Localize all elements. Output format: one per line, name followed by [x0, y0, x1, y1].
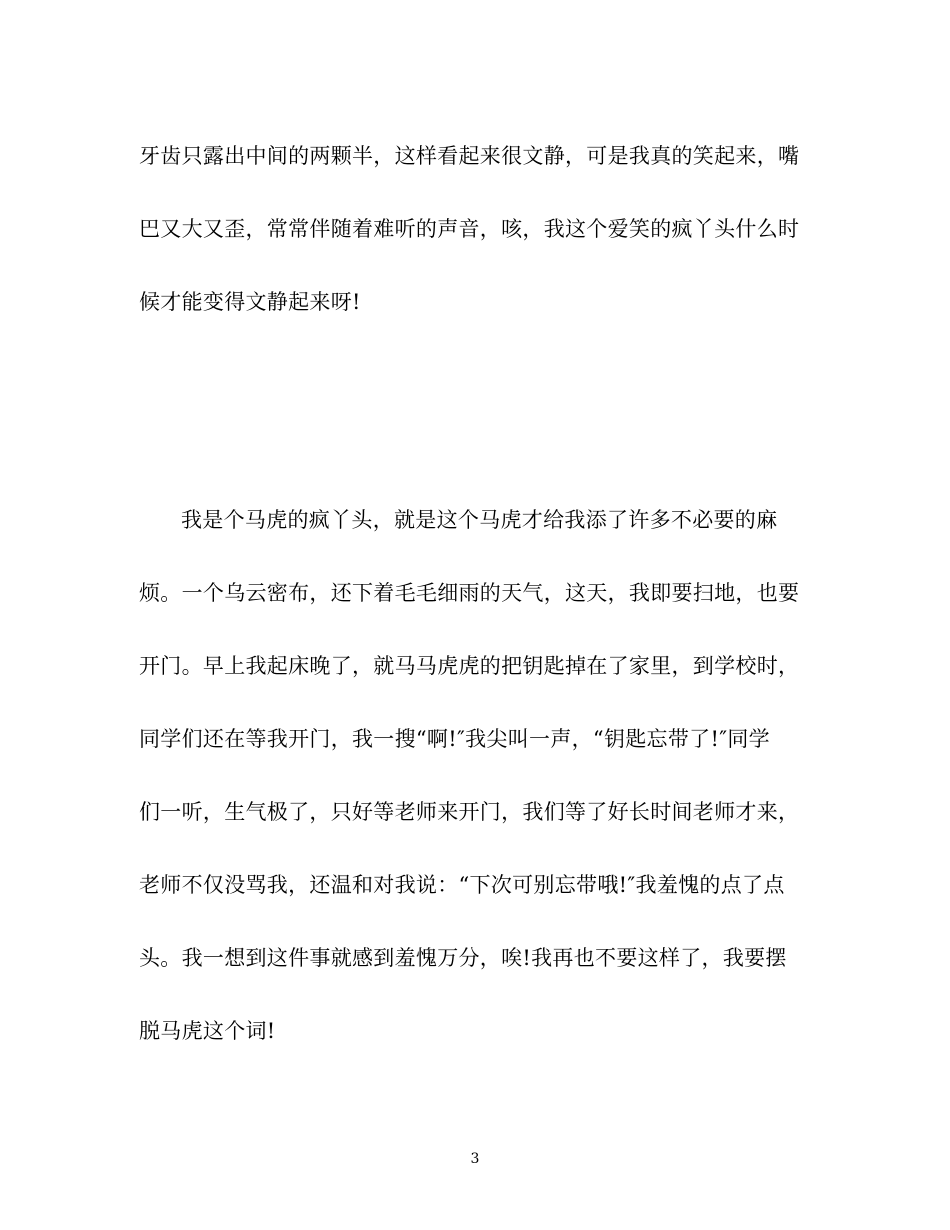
- page-number: 3: [470, 1151, 480, 1167]
- paragraph-line: 同学们还在等我开门，我一搜“啊!″我尖叫一声，“钥匙忘带了!″同学: [139, 727, 770, 751]
- paragraph-line: 头。我一想到这件事就感到羞愧万分，唉!我再也不要这样了，我要摆: [139, 946, 787, 970]
- paragraph-line: 巴又大又歪，常常伴随着难听的声音，咳，我这个爱笑的疯丫头什么时: [139, 217, 800, 241]
- paragraph-line: 老师不仅没骂我，还温和对我说：“下次可别忘带哦!″我羞愧的点了点: [139, 873, 785, 897]
- paragraph-line: 们一听，生气极了，只好等老师来开门，我们等了好长时间老师才来，: [139, 800, 800, 824]
- paragraph-line: 候才能变得文静起来呀!: [139, 290, 361, 314]
- paragraph-line: 脱马虎这个词!: [139, 1019, 276, 1043]
- paragraph-line: 我是个马虎的疯丫头，就是这个马虎才给我添了许多不必要的麻: [181, 508, 778, 532]
- paragraph-line: 开门。早上我起床晚了，就马马虎虎的把钥匙掉在了家里，到学校时，: [139, 654, 800, 678]
- paragraph-line: 烦。一个乌云密布，还下着毛毛细雨的天气，这天，我即要扫地，也要: [139, 581, 800, 605]
- paragraph-line: 牙齿只露出中间的两颗半，这样看起来很文静，可是我真的笑起来，嘴: [139, 144, 800, 168]
